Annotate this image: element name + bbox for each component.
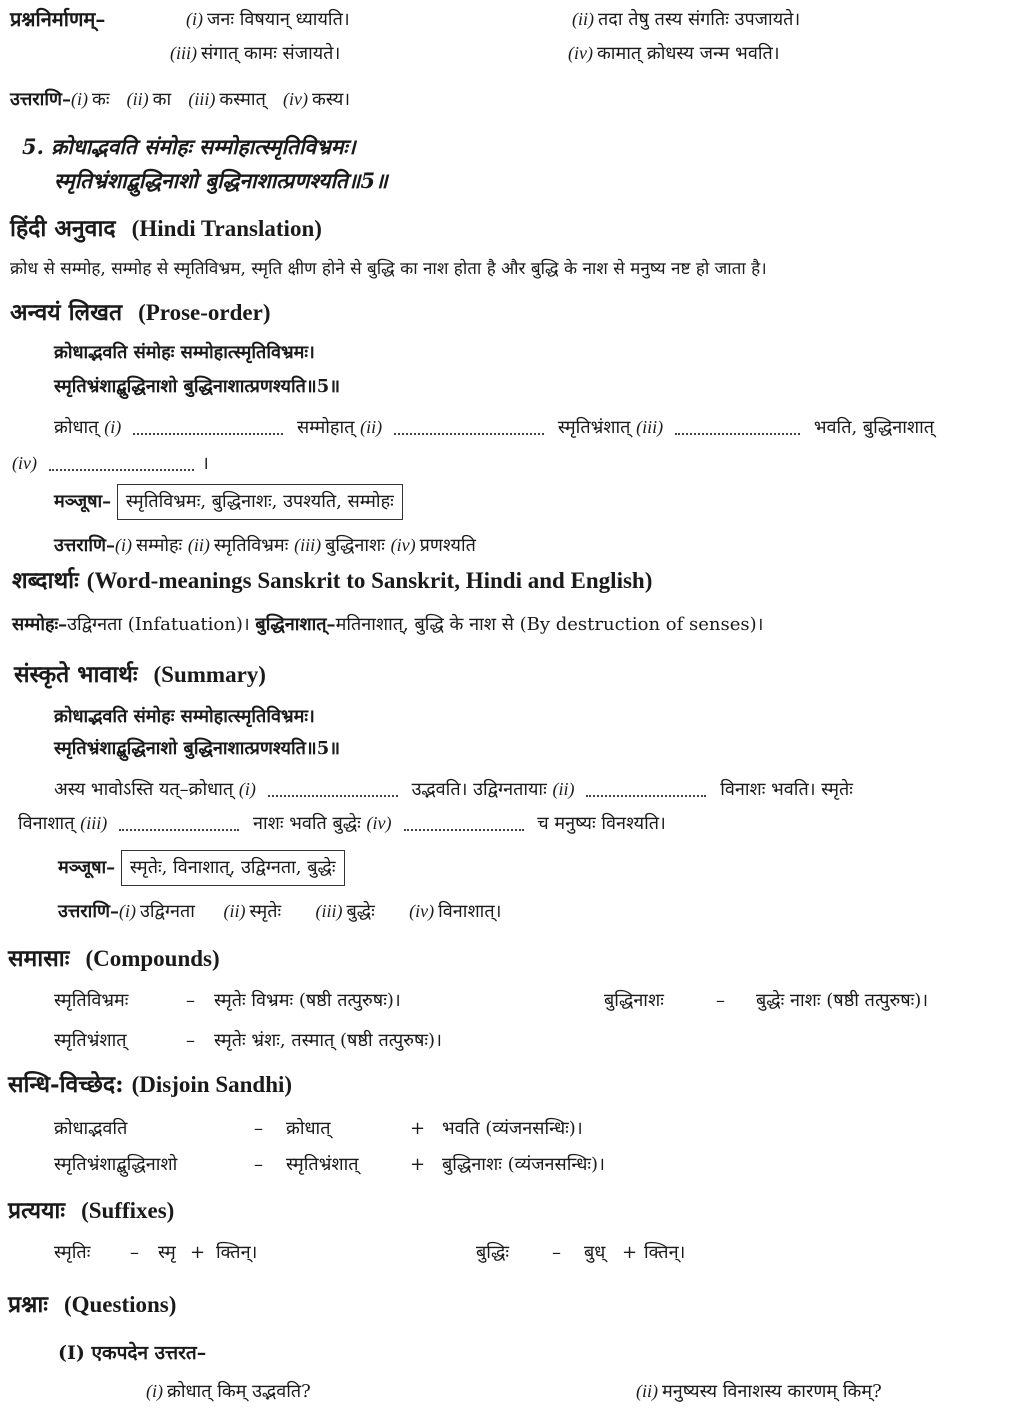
heading-en: (Questions) bbox=[63, 1292, 177, 1317]
heading-en: (Prose-order) bbox=[138, 300, 271, 325]
blank[interactable] bbox=[49, 457, 194, 471]
item-text: जनः विषयान् ध्यायति। bbox=[207, 9, 350, 30]
prose-verse-1: क्रोधाद्भवति संमोहः सम्मोहात्स्मृतिविभ्रमः। bbox=[54, 342, 315, 363]
blank-number: (ii) bbox=[360, 417, 383, 437]
fill-text: विनाशात् bbox=[18, 813, 75, 834]
answer-text: कस्मात् bbox=[219, 89, 266, 110]
root: स्मृ bbox=[158, 1242, 176, 1263]
blank-number: (i) bbox=[104, 417, 122, 437]
item-text: तदा तेषु तस्य संगतिः उपजायते। bbox=[598, 9, 801, 30]
fill-text: नाशः भवति बुद्धेः bbox=[252, 813, 361, 834]
question-item bbox=[568, 40, 780, 67]
item-number: (iv) bbox=[390, 535, 416, 555]
fill-word: स्मृतिभ्रंशात् bbox=[557, 417, 631, 438]
section-heading-questions bbox=[8, 1292, 176, 1318]
blank-number: (iv) bbox=[12, 453, 37, 473]
sandhi-item bbox=[54, 1116, 583, 1142]
word-box: स्मृतिविभ्रमः, बुद्धिनाशः, उपश्यति, सम्मोहः bbox=[117, 484, 403, 520]
item-text: संगात् कामः संजायते। bbox=[201, 43, 341, 64]
item-number: (i) bbox=[146, 1381, 163, 1401]
answer-text: बुद्धेः bbox=[346, 901, 375, 922]
heading-hi: सन्धि-विच्छेद: bbox=[8, 1071, 124, 1098]
summary-verse-2: स्मृतिभ्रंशाद्बुद्धिनाशो बुद्धिनाशात्प्रणश्यति॥5॥ bbox=[54, 738, 340, 759]
blank-number: (ii) bbox=[552, 779, 575, 799]
word-meanings-line bbox=[12, 612, 763, 638]
question-item bbox=[572, 6, 800, 33]
section-heading-prose-order bbox=[10, 300, 270, 326]
question-item bbox=[186, 6, 350, 33]
meaning: उद्विग्नता (Infatuation)। bbox=[67, 614, 250, 635]
dash: – bbox=[186, 990, 195, 1011]
heading-en: (Disjoin Sandhi) bbox=[131, 1072, 293, 1097]
item-number: (iv) bbox=[568, 43, 593, 63]
compound-item bbox=[54, 1028, 442, 1054]
section-heading-word-meanings bbox=[12, 568, 652, 594]
answers-label: उत्तराणि– bbox=[58, 901, 120, 922]
dash: – bbox=[254, 1154, 263, 1175]
heading-hi: शब्दार्थाः bbox=[12, 567, 79, 594]
summary-fill-line-2 bbox=[18, 810, 666, 837]
verse-number: 5. bbox=[22, 134, 44, 159]
prose-fill-line bbox=[54, 414, 1030, 441]
question-item bbox=[636, 1378, 882, 1405]
answers-label: उत्तराणि– bbox=[54, 535, 116, 556]
heading-hi: प्रत्ययाः bbox=[8, 1197, 66, 1224]
fill-word: भवति, बुद्धिनाशात् bbox=[813, 417, 935, 438]
answer-text: बुद्धिनाशः bbox=[325, 535, 385, 556]
heading-en: (Compounds) bbox=[85, 946, 220, 971]
question-item bbox=[170, 40, 340, 67]
item-number: (ii) bbox=[126, 89, 149, 109]
dash: – bbox=[186, 1030, 195, 1051]
suffix-item bbox=[54, 1240, 257, 1266]
question-text: मनुष्यस्य विनाशस्य कारणम् किम्? bbox=[662, 1381, 882, 1402]
compound-word: स्मृतिभ्रंशात् bbox=[54, 1030, 127, 1051]
compound-explanation: स्मृतेः विभ्रमः (षष्ठी तत्पुरुषः)। bbox=[214, 990, 401, 1011]
suffix-word: स्मृतिः bbox=[54, 1242, 91, 1263]
compound-item bbox=[604, 988, 928, 1014]
dash: – bbox=[130, 1242, 139, 1263]
word: सम्मोहः– bbox=[12, 614, 68, 635]
fill-text: विनाशः भवति। स्मृतेः bbox=[720, 779, 853, 800]
manjusha-label: मञ्जूषा– bbox=[54, 491, 112, 512]
blank[interactable] bbox=[586, 783, 706, 797]
fill-text: अस्य भावोऽस्ति यत्–क्रोधात् bbox=[54, 779, 234, 800]
summary-verse-1: क्रोधाद्भवति संमोहः सम्मोहात्स्मृतिविभ्रमः। bbox=[54, 706, 315, 727]
fill-word: सम्मोहात् bbox=[296, 417, 355, 438]
item-number: (i) bbox=[71, 89, 89, 109]
sandhi-item bbox=[54, 1152, 605, 1178]
meaning: मतिनाशात्, बुद्धि के नाश से (By destruction of senses)। bbox=[335, 614, 764, 635]
heading-en: (Word-meanings Sanskrit to Sanskrit, Hindi and English) bbox=[86, 568, 653, 593]
item-number: (iv) bbox=[283, 89, 308, 109]
item-number: (ii) bbox=[187, 535, 210, 555]
question-making-label: प्रश्ननिर्माणम्– bbox=[10, 7, 106, 31]
summary-answers bbox=[58, 898, 501, 925]
compound-item bbox=[54, 988, 401, 1014]
blank-number: (iii) bbox=[80, 813, 108, 833]
section-heading-sandhi bbox=[8, 1072, 292, 1098]
blank[interactable] bbox=[268, 783, 398, 797]
suffix-word: बुद्धिः bbox=[476, 1242, 509, 1263]
heading-hi: हिंदी अनुवाद bbox=[10, 215, 116, 242]
item-number: (i) bbox=[115, 535, 133, 555]
fill-text: उद्भवति। उद्विग्नतायाः bbox=[411, 779, 547, 800]
manjusha bbox=[58, 850, 345, 886]
plus: + bbox=[622, 1242, 638, 1263]
blank[interactable] bbox=[675, 421, 800, 435]
blank-number: (i) bbox=[238, 779, 256, 799]
answer-text: कः bbox=[92, 89, 110, 110]
plus: + bbox=[410, 1118, 426, 1139]
heading-en: (Suffixes) bbox=[81, 1198, 175, 1223]
question-text: क्रोधात् किम् उद्भवति? bbox=[167, 1381, 311, 1402]
item-number: (iii) bbox=[315, 901, 343, 921]
answer-text: कस्य। bbox=[312, 89, 351, 110]
item-number: (ii) bbox=[223, 901, 246, 921]
answer-text: स्मृतिविभ्रमः bbox=[213, 535, 289, 556]
fill-text: च मनुष्यः विनश्यति। bbox=[537, 813, 666, 834]
item-number: (iii) bbox=[170, 43, 197, 63]
blank[interactable] bbox=[119, 817, 239, 831]
item-number: (ii) bbox=[572, 9, 594, 29]
item-number: (iii) bbox=[188, 89, 216, 109]
answer-text: विनाशात्। bbox=[438, 901, 502, 922]
verse-text: क्रोधाद्भवति संमोहः सम्मोहात्स्मृतिविभ्रमः। bbox=[51, 134, 356, 159]
dash: – bbox=[716, 990, 725, 1011]
answer-text: उद्विग्नता bbox=[140, 901, 195, 922]
section-heading-suffixes bbox=[8, 1198, 174, 1224]
suffix-item bbox=[476, 1240, 685, 1266]
plus: + bbox=[410, 1154, 426, 1175]
suffix: क्तिन्। bbox=[644, 1242, 686, 1263]
answers-label: उत्तराणि– bbox=[10, 89, 72, 110]
prose-fill-line-2 bbox=[12, 450, 209, 477]
verse-line-2: स्मृतिभ्रंशाद्बुद्धिनाशो बुद्धिनाशात्प्रणश्यति॥5॥ bbox=[54, 168, 388, 193]
blank[interactable] bbox=[394, 421, 544, 435]
answer-text: का bbox=[152, 89, 172, 110]
heading-hi: संस्कृते भावार्थः bbox=[14, 661, 138, 688]
fill-word: क्रोधात् bbox=[54, 417, 99, 438]
dash: – bbox=[552, 1242, 561, 1263]
manjusha bbox=[54, 484, 403, 520]
one-word-answer-label: (I) एकपदेन उत्तरत– bbox=[58, 1342, 207, 1364]
answer-text: प्रणश्यति bbox=[419, 535, 476, 556]
word-box: स्मृतेः, विनाशात्, उद्विग्नता, बुद्धेः bbox=[121, 850, 345, 886]
word: बुद्धिनाशात्– bbox=[255, 614, 336, 635]
sandhi-part: क्रोधात् bbox=[286, 1118, 331, 1139]
sandhi-part: भवति (व्यंजनसन्धिः)। bbox=[442, 1118, 583, 1139]
sandhi-word: क्रोधाद्भवति bbox=[54, 1118, 128, 1139]
hindi-translation-text: क्रोध से सम्मोह, सम्मोह से स्मृतिविभ्रम, स्मृति क्षीण होने से बुद्धि का नाश होता है और बुद्धि के नाश से मनुष्य नष्ट हो जाता है। bbox=[10, 259, 767, 279]
item-text: कामात् क्रोधस्य जन्म भवति। bbox=[596, 43, 780, 64]
item-number: (iii) bbox=[294, 535, 322, 555]
sandhi-part: बुद्धिनाशः (व्यंजनसन्धिः)। bbox=[442, 1154, 605, 1175]
root: बुध् bbox=[584, 1242, 606, 1263]
blank-number: (iv) bbox=[366, 813, 392, 833]
answer-text: सम्मोहः bbox=[136, 535, 183, 556]
heading-hi: प्रश्नाः bbox=[8, 1291, 48, 1318]
item-number: (i) bbox=[186, 9, 203, 29]
heading-hi: अन्वयं लिखत bbox=[10, 299, 123, 326]
dash: – bbox=[254, 1118, 263, 1139]
blank[interactable] bbox=[404, 817, 524, 831]
plus: + bbox=[190, 1242, 206, 1263]
summary-fill-line bbox=[54, 776, 853, 803]
danda: । bbox=[201, 453, 209, 474]
section-heading-summary bbox=[14, 662, 266, 688]
compound-explanation: बुद्धेः नाशः (षष्ठी तत्पुरुषः)। bbox=[756, 990, 929, 1011]
section-heading-hindi-translation bbox=[10, 216, 322, 242]
heading-hi: समासाः bbox=[8, 945, 70, 972]
blank[interactable] bbox=[133, 421, 283, 435]
answer-text: स्मृतेः bbox=[249, 901, 282, 922]
verse-line-1 bbox=[22, 134, 356, 160]
item-number: (i) bbox=[119, 901, 137, 921]
item-number: (ii) bbox=[636, 1381, 658, 1401]
compound-explanation: स्मृतेः भ्रंशः, तस्मात् (षष्ठी तत्पुरुषः)। bbox=[214, 1030, 442, 1051]
compound-word: स्मृतिविभ्रमः bbox=[54, 990, 129, 1011]
item-number: (iv) bbox=[409, 901, 435, 921]
heading-en: (Hindi Translation) bbox=[131, 216, 322, 241]
blank-number: (iii) bbox=[636, 417, 664, 437]
suffix: क्तिन्। bbox=[216, 1242, 258, 1263]
sandhi-part: स्मृतिभ्रंशात् bbox=[286, 1154, 359, 1175]
sandhi-word: स्मृतिभ्रंशाद्बुद्धिनाशो bbox=[54, 1154, 178, 1175]
prose-answers bbox=[54, 532, 476, 559]
manjusha-label: मञ्जूषा– bbox=[58, 857, 116, 878]
section-heading-compounds bbox=[8, 946, 220, 972]
answers-line bbox=[10, 86, 350, 113]
prose-verse-2: स्मृतिभ्रंशाद्बुद्धिनाशो बुद्धिनाशात्प्रणश्यति॥5॥ bbox=[54, 376, 340, 397]
question-item bbox=[146, 1378, 311, 1405]
compound-word: बुद्धिनाशः bbox=[604, 990, 664, 1011]
heading-en: (Summary) bbox=[153, 662, 266, 687]
